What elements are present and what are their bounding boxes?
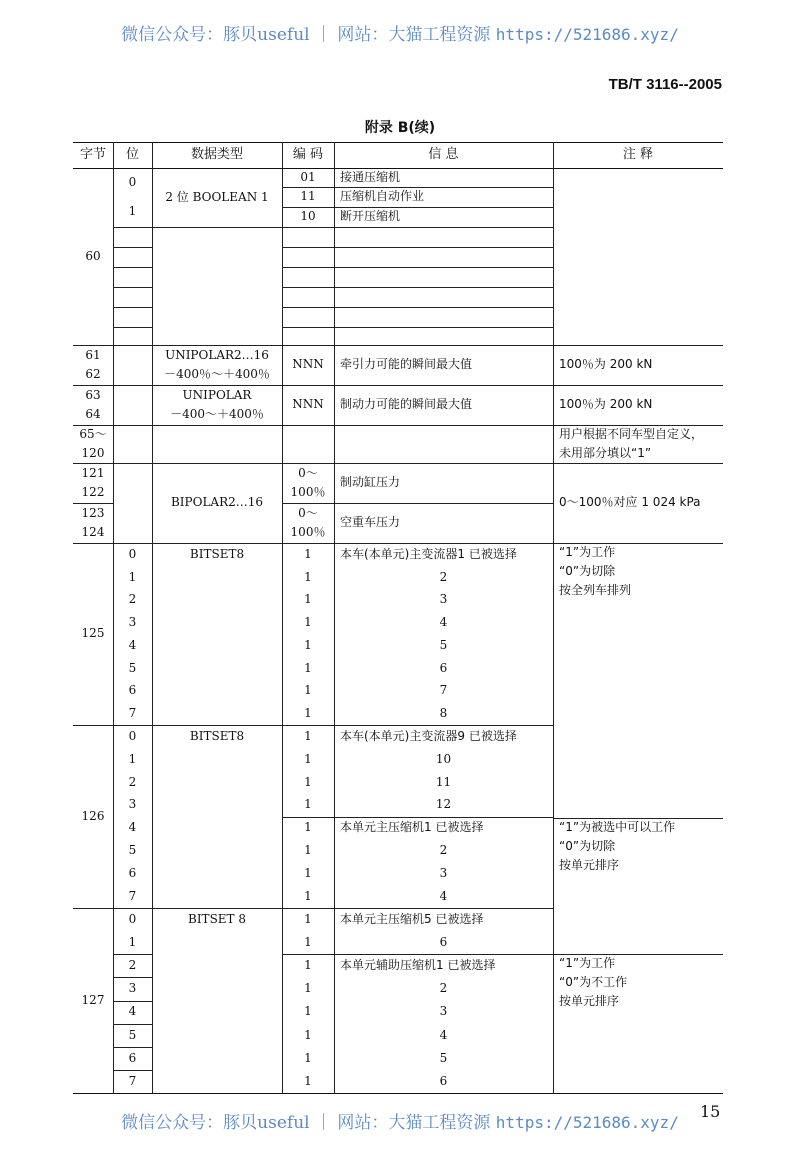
code-value: 1	[304, 1004, 312, 1019]
note-text-line: “0”为切除	[559, 839, 616, 854]
info-text: 本单元辅助压缩机1 已被选择	[340, 958, 496, 973]
info-text: 压缩机自动作业	[340, 189, 425, 204]
bit-number: 6	[128, 1050, 137, 1065]
byte-number-line: 124	[81, 525, 105, 539]
note-text	[553, 954, 723, 1093]
code-value: 1	[304, 751, 312, 766]
bit-number: 0	[128, 728, 137, 743]
data-type-line: －400～＋400％	[170, 407, 264, 421]
watermark-url[interactable]: https://521686.xyz/	[495, 1113, 679, 1132]
code-value: 1	[304, 935, 312, 950]
info-text: 10	[435, 751, 452, 766]
watermark-bottom	[0, 1108, 800, 1133]
info-text: 7	[439, 683, 448, 698]
bit-number: 3	[128, 981, 137, 996]
table-rule	[113, 267, 152, 268]
info-text: 空重车压力	[340, 515, 401, 530]
code-value: 1	[304, 660, 312, 675]
data-type-line: －400％～＋400％	[164, 367, 270, 381]
bit-number: 4	[128, 637, 137, 652]
info-text: 2	[439, 981, 448, 996]
bit-number: 1	[128, 935, 137, 950]
byte-number	[73, 385, 113, 425]
column-header: 信 息	[428, 146, 459, 162]
standard-code: TB/T 3116--2005	[608, 76, 722, 93]
info-text: 5	[439, 637, 448, 652]
code-value: 1	[304, 728, 312, 743]
byte-number-line: 64	[85, 407, 101, 421]
note-text-line: 用户根据不同车型自定义，	[559, 427, 704, 441]
byte-number-line: 62	[85, 367, 101, 381]
table-rule	[113, 227, 553, 228]
table-rule	[113, 1024, 152, 1025]
byte-number-line: 120	[81, 446, 105, 460]
code-value: 1	[304, 683, 312, 698]
byte-number: 125	[81, 626, 105, 641]
note-text: 0～100％对应 1 024 kPa	[559, 495, 701, 510]
bit-number: 1	[128, 204, 137, 219]
table-rule	[152, 142, 153, 1093]
note-text-line: “1”为工作	[559, 545, 616, 559]
code-value: 11	[300, 189, 316, 204]
info-text: 8	[439, 706, 448, 721]
page-number: 15	[700, 1102, 721, 1121]
info-text: 制动力可能的瞬间最大值	[340, 397, 473, 412]
info-text: 本车(本单元)主变流器9 已被选择	[340, 728, 517, 743]
table-rule	[282, 307, 553, 308]
byte-number-line: 63	[85, 387, 101, 402]
info-text: 本单元主压缩机1 已被选择	[340, 820, 484, 835]
bit-number: 1	[128, 569, 137, 584]
bit-number: 7	[128, 1073, 137, 1088]
watermark-url[interactable]: https://521686.xyz/	[495, 25, 679, 44]
code-value: 01	[300, 169, 316, 184]
note-text	[553, 543, 723, 818]
table-rule	[282, 327, 553, 328]
table-rule	[113, 287, 152, 288]
bit-number: 5	[128, 660, 137, 675]
bit-number: 2	[128, 592, 137, 607]
info-text: 6	[439, 660, 448, 675]
info-text: 11	[435, 774, 452, 789]
code-value: 1	[304, 958, 312, 973]
bit-number: 5	[128, 1027, 137, 1042]
note-text: 100％为 200 kN	[559, 397, 653, 412]
note-text-line: “1”为被选中可以工作	[559, 820, 676, 834]
table-rule	[113, 977, 152, 978]
byte-number-line: 65～	[79, 426, 107, 441]
code-value: 1	[304, 637, 312, 652]
code-value: 1	[304, 866, 312, 881]
note-text-line: 未用部分填以“1”	[559, 446, 652, 461]
code-value: 1	[304, 843, 312, 858]
bit-number: 0	[128, 546, 137, 561]
data-type	[152, 345, 282, 385]
bit-number: 6	[128, 683, 137, 698]
code-value: 1	[304, 911, 312, 926]
bit-number: 1	[128, 751, 137, 766]
bit-number: 0	[128, 174, 137, 189]
column-header: 注 释	[622, 146, 654, 162]
bit-number: 5	[128, 843, 137, 858]
code-value: 10	[300, 209, 316, 224]
byte-number: 60	[85, 248, 101, 263]
info-text: 接通压缩机	[340, 169, 401, 184]
note-text-line: “0”为不工作	[559, 975, 628, 990]
code-value: 1	[304, 1027, 312, 1042]
byte-number-line: 122	[81, 485, 105, 499]
code-value: 1	[304, 888, 312, 903]
code-value: 1	[304, 592, 312, 607]
info-text: 本车(本单元)主变流器1 已被选择	[340, 546, 517, 561]
code-value: 1	[304, 774, 312, 789]
code-value: 1	[304, 820, 312, 835]
info-text: 断开压缩机	[340, 209, 401, 224]
info-text: 6	[439, 935, 448, 950]
code-value: 1	[304, 546, 312, 561]
code-value: 1	[304, 1073, 312, 1088]
byte-number-line: 123	[81, 505, 105, 520]
code-value: 1	[304, 569, 312, 584]
note-text-line: 按单元排序	[559, 994, 620, 1009]
table-rule	[113, 307, 152, 308]
info-text: 3	[439, 592, 448, 607]
data-type	[152, 385, 282, 425]
code-value: 1	[304, 981, 312, 996]
byte-number-line: 61	[85, 347, 101, 362]
data-table	[73, 142, 723, 1093]
appendix-title: 附录 B(续)	[364, 120, 436, 136]
bit-number: 0	[128, 911, 137, 926]
data-type: BITSET8	[189, 546, 245, 561]
column-header: 字节	[79, 146, 106, 162]
code-value: 1	[304, 797, 312, 812]
data-type-line: UNIPOLAR	[182, 387, 252, 402]
info-text: 3	[439, 1004, 448, 1019]
data-type-line: UNIPOLAR2…16	[165, 347, 269, 362]
byte-number	[73, 345, 113, 385]
data-type: BITSET8	[189, 728, 245, 743]
byte-number	[73, 463, 113, 503]
bit-number: 2	[128, 958, 137, 973]
table-rule	[282, 247, 553, 248]
code-value: 1	[304, 706, 312, 721]
info-text: 2	[439, 843, 448, 858]
bit-number: 7	[128, 706, 137, 721]
byte-number-line: 121	[81, 465, 105, 480]
watermark-text: 微信公众号：豚贝useful ｜ 网站：大猫工程资源	[121, 25, 496, 45]
table-rule	[113, 954, 152, 955]
note-text	[553, 425, 723, 463]
info-text: 制动缸压力	[340, 475, 401, 490]
info-text: 本单元主压缩机5 已被选择	[340, 911, 484, 926]
column-header: 编 码	[292, 146, 324, 162]
table-rule	[113, 1070, 152, 1071]
table-rule	[113, 1047, 152, 1048]
table-rule	[113, 327, 152, 328]
code-value: 1	[304, 1050, 312, 1065]
bit-number: 4	[128, 820, 137, 835]
table-rule	[282, 817, 553, 818]
table-rule	[113, 247, 152, 248]
note-text	[553, 818, 723, 954]
note-text-line: 按单元排序	[559, 858, 620, 873]
bit-number: 3	[128, 797, 137, 812]
table-rule	[282, 287, 553, 288]
info-text: 2	[439, 569, 448, 584]
info-text: 5	[439, 1050, 448, 1065]
info-text: 12	[435, 797, 452, 812]
watermark-top	[0, 20, 800, 45]
bit-number: 3	[128, 615, 137, 630]
info-text: 6	[439, 1073, 448, 1088]
bit-number: 2	[128, 774, 137, 789]
info-text: 4	[439, 1027, 448, 1042]
info-text: 4	[439, 615, 448, 630]
bit-number: 6	[128, 866, 137, 881]
watermark-text: 微信公众号：豚贝useful ｜ 网站：大猫工程资源	[121, 1113, 496, 1133]
code-value: 0～100％	[290, 465, 326, 499]
data-type: 2 位 BOOLEAN 1	[165, 189, 269, 204]
column-header: 数据类型	[190, 146, 243, 162]
note-text-line: “1”为工作	[559, 956, 616, 970]
code-value: NNN	[292, 357, 324, 372]
column-header: 位	[125, 146, 139, 162]
info-text: 4	[439, 888, 448, 903]
code-value: 1	[304, 615, 312, 630]
byte-number: 127	[81, 992, 105, 1007]
table-rule	[282, 267, 553, 268]
byte-number	[73, 425, 113, 463]
note-text-line: “0”为切除	[559, 564, 616, 579]
info-text: 牵引力可能的瞬间最大值	[340, 357, 473, 372]
byte-number	[73, 503, 113, 543]
note-text-line: 按全列车排列	[559, 583, 632, 598]
bit-number: 7	[128, 888, 137, 903]
table-rule	[73, 1093, 723, 1094]
data-type: BITSET 8	[188, 911, 246, 926]
data-type: BIPOLAR2…16	[170, 495, 264, 510]
info-text: 3	[439, 866, 448, 881]
table-rule	[113, 1001, 152, 1002]
code-value: 0～100％	[290, 505, 326, 539]
code-value: NNN	[292, 397, 324, 412]
byte-number: 126	[81, 808, 105, 823]
bit-number: 4	[128, 1004, 137, 1019]
note-text: 100％为 200 kN	[559, 357, 653, 372]
